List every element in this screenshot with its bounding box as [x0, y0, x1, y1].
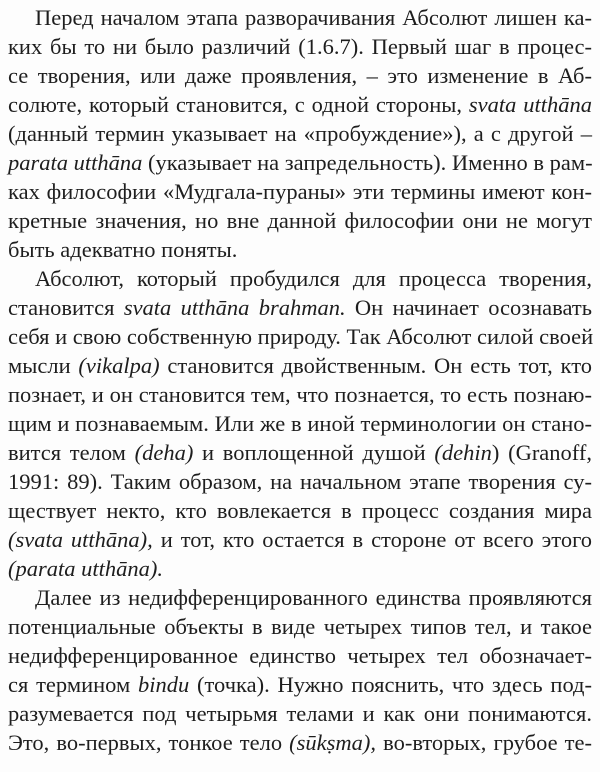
text-line: [8, 467, 592, 496]
text-line: [8, 264, 592, 293]
text-line: [8, 3, 592, 32]
text-segment: мысли: [8, 353, 79, 378]
text-line: [8, 728, 592, 757]
text-segment: (указывает на запредельность). Именно в рам-: [142, 150, 593, 175]
text-segment: (точка). Нужно пояснить, что здесь под-: [189, 672, 592, 697]
text-segment: Абсолют, который пробудился для процесса творения,: [35, 266, 592, 291]
text-segment: во-вторых, грубое те-: [376, 730, 592, 755]
text-line: [8, 583, 592, 612]
text-segment: становится: [8, 295, 124, 320]
italic-term: (sūkṣma),: [289, 730, 377, 755]
text-line: [8, 525, 592, 554]
text-segment: щим и познаваемым. Или же в иной терминологии он стано-: [8, 411, 592, 436]
italic-term: (parata utthāna).: [8, 556, 163, 581]
text-line: [8, 612, 592, 641]
text-segment: и тот, кто остается в стороне от всего этого: [152, 527, 592, 552]
text-line: [8, 641, 592, 670]
text-segment: 1991: 89). Таким образом, на начальном этапе творения су-: [8, 469, 592, 494]
text-segment: (данный термин указывает на «пробуждение»), а с другой –: [8, 121, 592, 146]
italic-term: parata utthāna: [8, 150, 143, 175]
text-line: [8, 380, 592, 409]
text-segment: себя и свою собственную природу. Так Абсолют силой своей: [8, 324, 594, 349]
text-line: [8, 293, 592, 322]
text-segment: недифференцированное единство четырех тел обозначает-: [8, 643, 592, 668]
text-segment: Это, во-первых, тонкое тело: [8, 730, 290, 755]
text-line: [8, 206, 592, 235]
italic-term: (deha): [134, 440, 194, 465]
text-line: [8, 148, 592, 177]
text-segment: ществует некто, кто вовлекается в процесс создания мира: [8, 498, 592, 523]
paragraph: [8, 583, 592, 757]
text-line: [8, 409, 592, 438]
text-line: [8, 438, 592, 467]
italic-term: svata utthāna brahman.: [123, 295, 346, 320]
text-segment: кретные значения, но вне данной философии они не могут: [8, 208, 592, 233]
text-line: [8, 32, 592, 61]
text-line: [8, 90, 592, 119]
paragraph: [8, 3, 592, 264]
text-segment: Он начинает осознавать: [345, 295, 592, 320]
text-line: [8, 670, 592, 699]
italic-term: bindu: [137, 672, 190, 697]
paragraph: [8, 264, 592, 583]
italic-term: (vikalpa): [78, 353, 160, 378]
text-segment: и воплощенной душой: [193, 440, 435, 465]
text-line: [8, 322, 592, 351]
text-segment: Перед началом этапа разворачивания Абсолют лишен ка-: [35, 5, 592, 30]
text-line: [8, 699, 592, 728]
text-line: [8, 496, 592, 525]
text-line: [8, 235, 592, 264]
text-segment: потенциальные объекты в виде четырех типов тел, и такое: [8, 614, 592, 639]
text-segment: ках философии «Мудгала-пураны» эти термины имеют кон-: [8, 179, 592, 204]
text-segment: становится двойственным. Он есть тот, кто: [159, 353, 592, 378]
text-segment: солюте, который становится, с одной стороны,: [8, 92, 469, 117]
text-line: [8, 554, 592, 583]
text-segment: разумевается под четырьмя телами и как они понимаются.: [8, 701, 592, 726]
text-segment: вится телом: [8, 440, 135, 465]
text-line: [8, 61, 592, 90]
text-segment: быть адекватно поняты.: [8, 237, 238, 262]
text-line: [8, 177, 592, 206]
text-segment: ся термином: [8, 672, 138, 697]
italic-term: (dehin: [434, 440, 492, 465]
document-page: [8, 3, 592, 757]
text-segment: Далее из недифференцированного единства проявляются: [35, 585, 592, 610]
italic-term: svata utthāna: [468, 92, 593, 117]
text-line: [8, 351, 592, 380]
italic-term: (svata utthāna),: [8, 527, 153, 552]
text-segment: се творения, или даже проявления, – это изменение в Аб-: [8, 63, 592, 88]
text-segment: ких бы то ни было различий (1.6.7). Первый шаг в процес-: [8, 34, 592, 59]
text-segment: познает, и он становится тем, что познается, то есть познаю-: [8, 382, 592, 407]
text-segment: ) (Granoff,: [491, 440, 593, 465]
text-line: [8, 119, 592, 148]
